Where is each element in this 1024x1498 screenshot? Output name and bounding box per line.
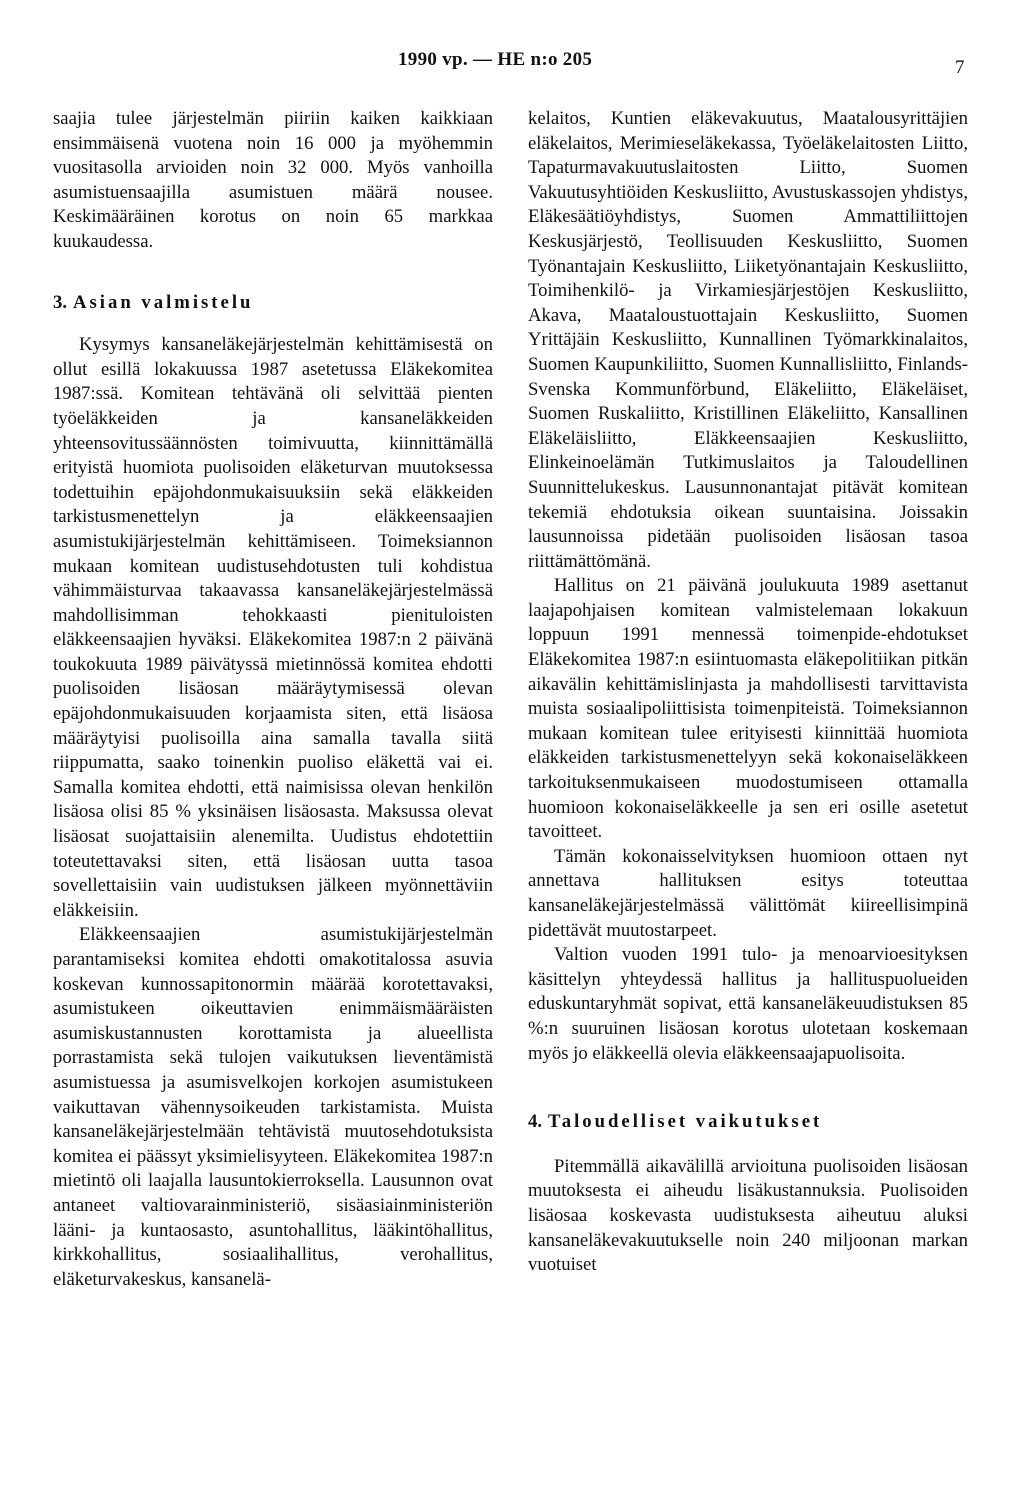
running-title: 1990 vp. — HE n:o 205 [398,49,593,70]
body-paragraph: Kysymys kansaneläkejärjestelmän kehittämisestä on ollut esillä lokakuussa 1987 asetetussa Eläkekomitea 1987:ssä. Komitean tehtävänä oli selvittää pienten työeläkkeiden ja kansaneläkkeiden yhteensovitussäännösten toimivuutta, kiinnittämällä erityistä huomiota puolisoiden eläketurvan muutoksessa todettuihin epäjohdonmukaisuuksiin sekä eläkkeiden tarkistusmenettelyn ja eläkkeensaajien asumistukijärjestelmän kehittämiseen. Toimeksiannon mukaan komitean uudistusehdotusten tuli kohdistua vähimmäisturvaa takaavassa kansaneläkejärjestelmässä mahdollisimman tehokkaasti pienituloisten eläkkeensaajien hyväksi. Eläkekomitea 1987:n 2 päivänä toukokuuta 1989 päivätyssä mietinnössä komitea ehdotti puolisoiden lisäosan määräytymisessä olevan epäjohdonmukaisuuden korjaamista siten, että lisäosa määräytyisi puolisoilla aina samalla tavalla siitä riippumatta, saako toinenkin puoliso eläkettä vai ei. Samalla komitea ehdotti, että naimisissa olevan henkilön lisäosa olisi 85 % yksinäisen lisäosasta. Maksussa olevat lisäosat suojattaisiin alenemilta. Uudistus ehdotettiin toteutettavaksi siten, että lisäosan uutta tasoa sovellettaisiin vain uudistuksen jälkeen myönnettäviin eläkkeisiin. [53,334,493,921]
left-column [53,107,493,1292]
section-heading-4 [528,1110,968,1135]
body-paragraph: Pitemmällä aikavälillä arvioituna puolisoiden lisäosan muutoksesta ei aiheudu lisäkustannuksia. Puolisoiden lisäosaa koskevasta uudistuksesta aiheutuu aluksi kansaneläkevakuutukselle noin 240 miljoonan markan vuotuiset [528,1155,968,1276]
section-number: 4. [528,1111,543,1133]
section-number: 3. [53,291,68,313]
body-paragraph: Valtion vuoden 1991 tulo- ja menoarvioesityksen käsittelyn yhteydessä hallitus ja hallituspuolueiden eduskuntaryhmät sopivat, että kansaneläkeuudistuksen 85 %:n suuruinen lisäosan korotus ulotetaan koskemaan myös jo eläkkeellä olevia eläkkeensaajapuolisoita. [528,944,968,1064]
page-header [0,49,1024,79]
body-paragraph: Hallitus on 21 päivänä joulukuuta 1989 asettanut laajapohjaisen komitean valmistelemaan lokakuun loppuun 1991 mennessä toimenpide-ehdotukset Eläkekomitea 1987:n esiintuomasta eläkepolitiikan pitkän aikavälin kehittämislinjasta ja mahdollisesti tarvittavista muista sosiaalipoliittisista toimenpiteistä. Toimeksiannon mukaan komitean tulee erityisesti kiinnittää huomiota eläkkeiden tarkistusmenettelyyn sekä kokonaiseläkkeen tarkoituksenmukaiseen muodostumiseen ottamalla huomioon kokonaiseläkkeelle ja sen eri osille asetetut tavoitteet. [528,575,968,843]
body-paragraph: Tämän kokonaisselvityksen huomioon ottaen nyt annettava hallituksen esitys toteuttaa kansaneläkejärjestelmässä välittömät kiireellisimpinä pidettävät muutostarpeet. [528,845,968,941]
body-paragraph: Eläkkeensaajien asumistukijärjestelmän parantamiseksi komitea ehdotti omakotitalossa asuvia koskevan kunnossapitonormin määrää korotettavaksi, asumistukeen oikeuttavien enimmäismääräisten asumiskustannusten korottamista ja alueellista porrastamista sekä tulojen vaikutuksen lieventämistä asumistuessa ja asumisvelkojen korkojen asumistukeen vaikuttavan vähennysoikeuden tarkistamista. Muista kansaneläkejärjestelmään tehtävistä muutosehdotuksista komitea ei päässyt yksimielisyyteen. Eläkekomitea 1987:n mietintö oli laajalla lausuntokierroksella. Lausunnon ovat antaneet valtiovarainministeriö, sisäasiainministeriön lääni- ja kuntaosasto, asuntohallitus, lääkintöhallitus, kirkkohallitus, sosiaalihallitus, verohallitus, eläketurvakeskus, kansanelä- [53,924,493,1290]
section-title: Taloudelliset vaikutukset [548,1111,823,1133]
section-title: Asian valmistelu [73,291,254,313]
intro-paragraph: saajia tulee järjestelmän piiriin kaiken kaikkiaan ensimmäisenä vuotena noin 16 000 ja myöhemmin vuositasolla arvioiden noin 32 000. Myös vanhoilla asumistuensaajilla asumistuen määrä nousee. Keskimääräinen korotus on noin 65 markkaa kuukaudessa. [53,108,493,252]
body-paragraph: kelaitos, Kuntien eläkevakuutus, Maatalousyrittäjien eläkelaitos, Merimieseläkekassa, Työeläkelaitosten Liitto, Tapaturmavakuutuslaitosten Liitto, Suomen Vakuutusyhtiöiden Keskusliitto, Avustuskassojen yhdistys, Eläkesäätiöyhdistys, Suomen Ammattiliittojen Keskusjärjestö, Teollisuuden Keskusliitto, Suomen Työnantajain Keskusliitto, Liiketyönantajain Keskusliitto, Toimihenkilö- ja Virkamiesjärjestöjen Keskusliitto, Akava, Maataloustuottajain Keskusliitto, Suomen Yrittäjäin Keskusliitto, Kunnallinen Työmarkkinalaitos, Suomen Kaupunkiliitto, Suomen Kunnallisliitto, Finlands-Svenska Kommunförbund, Eläkeliitto, Eläkeläiset, Suomen Ruskaliitto, Kristillinen Eläkeliitto, Kansallinen Eläkeläisliitto, Eläkkeensaajien Keskusliitto, Elinkeinoelämän Tutkimuslaitos ja Taloudellinen Suunnittelukeskus. Lausunnonantajat pitävät komitean tekemiä ehdotuksia oikean suuntaisina. Joissakin lausunnoissa pidetään puolisoiden lisäosan tasoa riittämättömänä. [528,108,968,572]
right-column [528,107,968,1278]
page-number: 7 [955,57,965,78]
section-heading-3 [53,291,493,316]
